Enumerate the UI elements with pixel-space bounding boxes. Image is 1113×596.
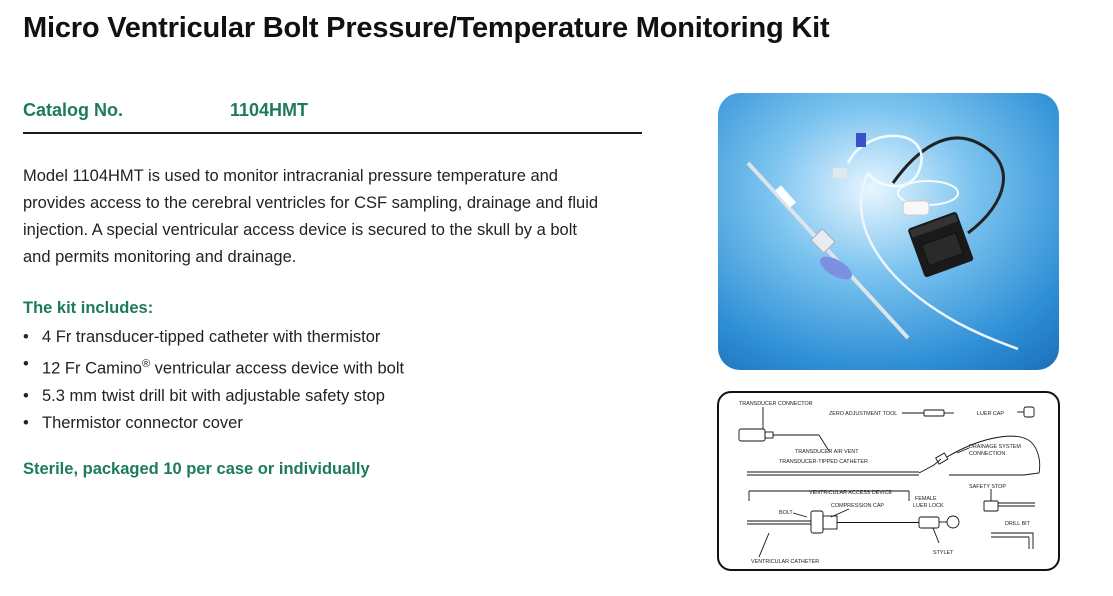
product-photo-art [718, 93, 1059, 370]
kit-item-text: ventricular access device with bolt [150, 359, 405, 378]
bullet-icon: • [23, 355, 29, 373]
kit-item [23, 410, 404, 437]
kit-item [23, 351, 404, 383]
diagram-label: FEMALE [915, 496, 937, 502]
diagram-label: SAFETY STOP [969, 484, 1006, 490]
diagram-label: TRANSDUCER CONNECTOR [739, 401, 813, 407]
bullet-icon: • [23, 386, 29, 405]
diagram-label: LUER CAP [977, 411, 1004, 417]
kit-item-text: Thermistor connector cover [42, 413, 243, 432]
sterile-note: Sterile, packaged 10 per case or individually [23, 460, 370, 478]
kit-diagram [717, 391, 1060, 571]
kit-item [23, 383, 404, 410]
kit-list [23, 324, 404, 437]
kit-item-text: 12 Fr Camino [42, 359, 142, 378]
diagram-label: DRILL BIT [1005, 521, 1030, 527]
catalog-row [23, 96, 642, 134]
description-line: Model 1104HMT is used to monitor intracranial pressure temperature and [23, 167, 558, 185]
diagram-label: DRAINAGE SYSTEM [969, 444, 1021, 450]
diagram-label: TRANSDUCER-TIPPED CATHETER [779, 459, 868, 465]
page-title: Micro Ventricular Bolt Pressure/Temperature Monitoring Kit [23, 12, 830, 44]
diagram-label: TRANSDUCER AIR VENT [795, 449, 859, 455]
diagram-label: VENTRICULAR ACCESS DEVICE [809, 490, 892, 496]
diagram-label: COMPRESSION CAP [831, 503, 885, 509]
catalog-label: Catalog No. [23, 100, 124, 120]
catalog-number: 1104HMT [230, 100, 309, 120]
kit-item [23, 324, 404, 351]
diagram-label: CONNECTION [969, 451, 1006, 457]
kit-item-text: 4 Fr transducer-tipped catheter with thermistor [42, 328, 381, 346]
kit-diagram-art [719, 393, 1058, 569]
product-description [23, 163, 653, 271]
product-photo [718, 93, 1059, 370]
diagram-label: ZERO ADJUSTMENT TOOL [829, 411, 898, 417]
kit-heading: The kit includes: [23, 299, 154, 317]
bullet-icon: • [23, 413, 29, 432]
diagram-label: LUER LOCK [913, 503, 944, 509]
diagram-label: STYLET [933, 550, 954, 556]
description-line: injection. A special ventricular access device is secured to the skull by a bolt [23, 221, 577, 239]
diagram-label: BOLT [779, 510, 793, 516]
bullet-icon: • [23, 328, 29, 346]
registered-mark: ® [141, 358, 151, 370]
description-line: provides access to the cerebral ventricles for CSF sampling, drainage and fluid [23, 194, 599, 212]
kit-item-text: 5.3 mm twist drill bit with adjustable safety stop [42, 386, 385, 405]
description-line: and permits monitoring and drainage. [23, 248, 297, 266]
diagram-label: VENTRICULAR CATHETER [751, 559, 820, 565]
